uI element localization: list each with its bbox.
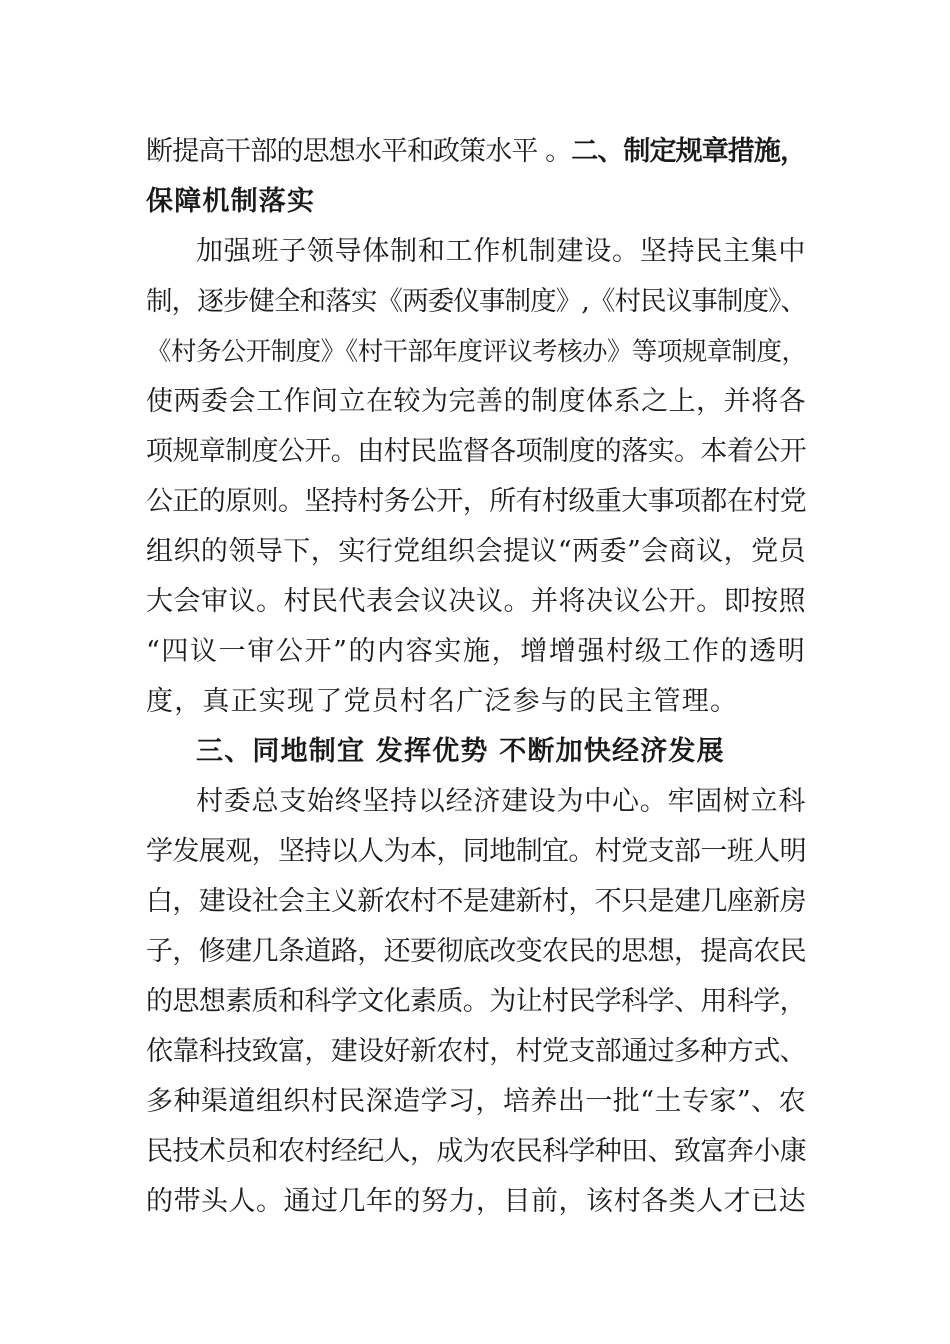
section-heading-2-part1: 二、制定规章措施， <box>571 136 806 167</box>
body-text-fragment: 断提高干部的思想水平和政策水平 。 <box>146 136 572 167</box>
paragraph-line-20: 多种渠道组织村民深造学习，培养出一批“土专家”、农 <box>146 1086 806 1117</box>
paragraph-line-9: 组织的领导下，实行党组织会提议“两委”会商议，党员 <box>146 536 806 567</box>
paragraph-line-1 <box>146 135 806 169</box>
paragraph-line-21: 民技术员和农村经纪人，成为农民科学种田、致富奔小康 <box>146 1136 806 1167</box>
paragraph-line-3: 加强班子领导体制和工作机制建设。坚持民主集中 <box>196 236 806 267</box>
paragraph-line-15: 学发展观，坚持以人为本，同地制宜。村党支部一班人明 <box>146 836 806 867</box>
paragraph-line-11: “四议一审公开”的内容实施，增增强村级工作的透明 <box>146 636 806 667</box>
paragraph-line-14: 村委总支始终坚持以经济建设为中心。牢固树立科 <box>196 786 806 817</box>
paragraph-line-12: 度，真正实现了党员村名广泛参与的民主管理。 <box>146 686 739 717</box>
paragraph-line-6: 使两委会工作间立在较为完善的制度体系之上，并将各 <box>146 386 806 417</box>
section-heading-2-part2: 保障机制落实 <box>146 186 316 217</box>
paragraph-line-22: 的带头人。通过几年的努力，目前，该村各类人才已达 <box>146 1186 806 1217</box>
paragraph-line-16: 白，建设社会主义新农村不是建新村，不只是建几座新房 <box>146 886 806 917</box>
paragraph-line-18: 的思想素质和科学文化素质。为让村民学科学、用科学， <box>146 986 806 1017</box>
paragraph-line-4: 制，逐步健全和落实《两委仪事制度》,《村民议事制度》、 <box>146 286 806 317</box>
paragraph-line-7: 项规章制度公开。由村民监督各项制度的落实。本着公开 <box>146 436 806 467</box>
paragraph-line-5: 《村务公开制度》《村干部年度评议考核办》等项规章制度， <box>146 337 806 367</box>
paragraph-line-8: 公正的原则。坚持村务公开，所有村级重大事项都在村党 <box>146 486 806 517</box>
section-heading-3: 三、同地制宜 发挥优势 不断加快经济发展 <box>196 736 725 767</box>
paragraph-line-19: 依靠科技致富，建设好新农村，村党支部通过多种方式、 <box>146 1036 806 1067</box>
paragraph-line-10: 大会审议。村民代表会议决议。并将决议公开。即按照 <box>146 586 806 617</box>
paragraph-line-17: 子，修建几条道路，还要彻底改变农民的思想，提高农民 <box>146 936 806 967</box>
